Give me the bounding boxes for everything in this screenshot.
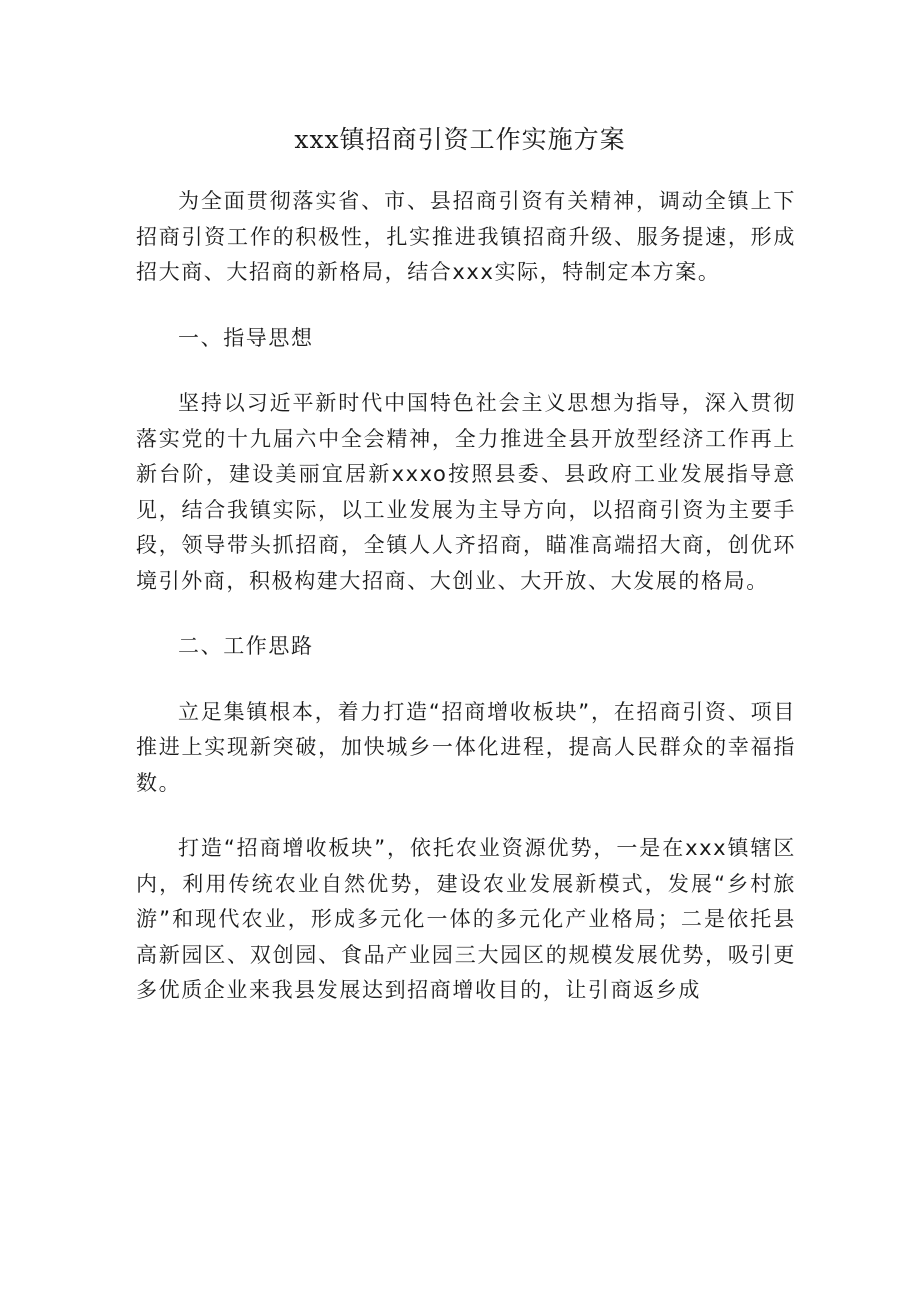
section-heading-work-approach: 二、工作思路 (178, 634, 314, 658)
work-approach-paragraph-2: 打造“招商增收板块”，依托农业资源优势，一是在xxx镇辖区内，利用传统农业自然优势，建设农业发展新模式，发展“乡村旅游”和现代农业，形成多元化一体的多元化产业格局；二是依托县高新园区、双创园、食品产业园三大园区的规模发展优势，吸引更多优质企业来我县发展达到招商增收目的，让引商返乡成 (136, 836, 796, 1002)
intro-paragraph: 为全面贯彻落实省、市、县招商引资有关精神，调动全镇上下招商引资工作的积极性，扎实推进我镇招商升级、服务提速，形成招大商、大招商的新格局，结合xxx实际，特制定本方案。 (136, 189, 796, 284)
document-body (136, 184, 796, 1039)
document-title: xxx镇招商引资工作实施方案 (294, 125, 626, 154)
section-heading-guiding-thought: 一、指导思想 (178, 325, 314, 350)
guiding-thought-paragraph: 坚持以习近平新时代中国特色社会主义思想为指导，深入贯彻落实党的十九届六中全会精神，全力推进全县开放型经济工作再上新台阶，建设美丽宜居新xxxo按照县委、县政府工业发展指导意见，结合我镇实际，以工业发展为主导方向，以招商引资为主要手段，领导带头抓招商，全镇人人齐招商，瞄准高端招大商，创优环境引外商，积极构建大招商、大创业、大开放、大发展的格局。 (136, 391, 796, 593)
work-approach-paragraph-1: 立足集镇根本，着力打造“招商增收板块”，在招商引资、项目推进上实现新突破，加快城乡一体化进程，提高人民群众的幸福指数。 (136, 699, 796, 795)
